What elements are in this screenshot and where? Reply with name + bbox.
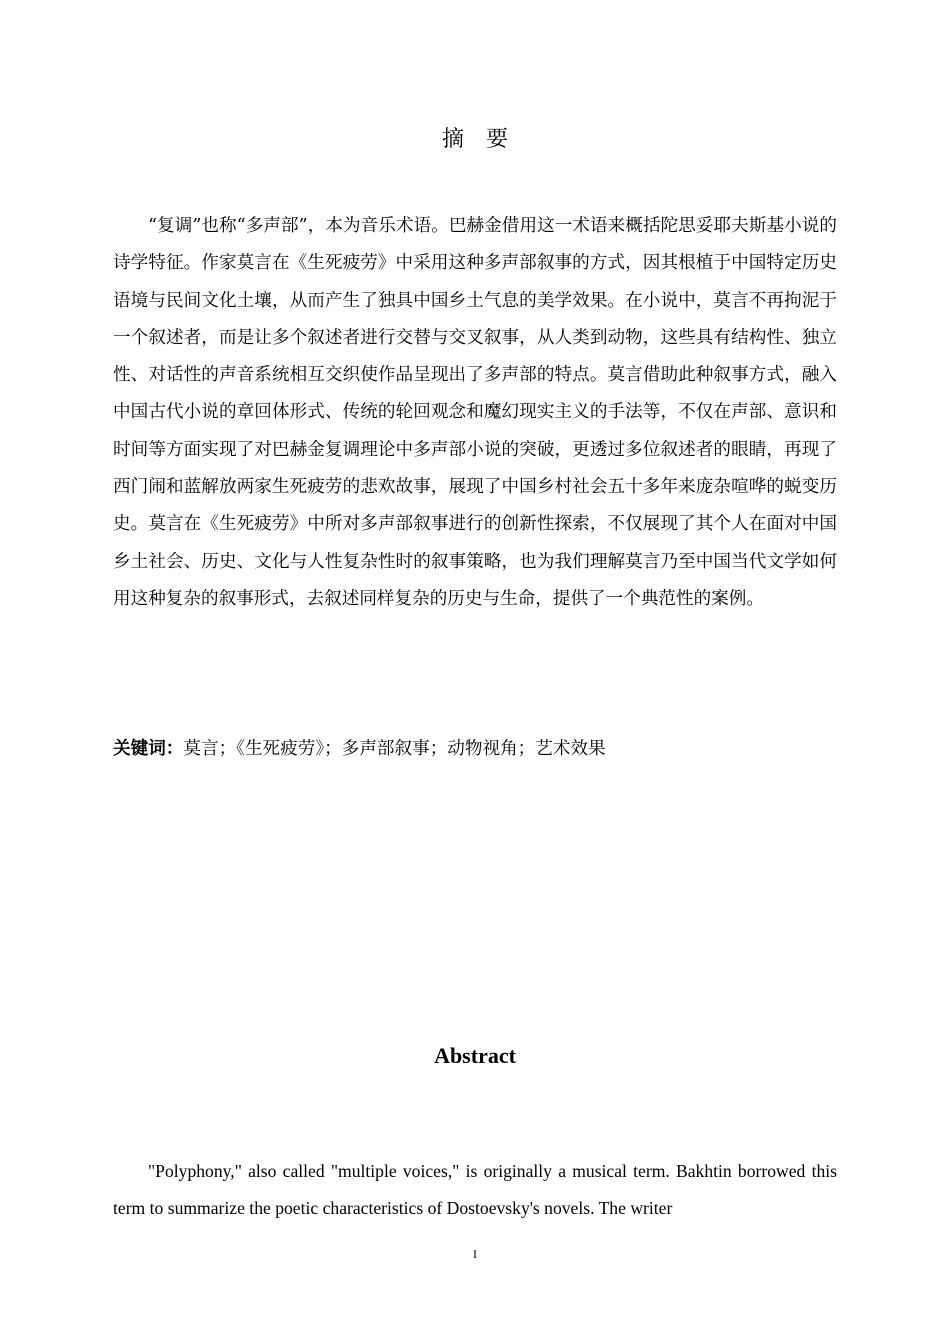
keywords-line (113, 733, 837, 765)
keywords-label: 关键词： (113, 739, 184, 759)
chinese-abstract-title: 摘要 (441, 127, 530, 152)
keywords-text: 莫言；《生死疲劳》；多声部叙事；动物视角；艺术效果 (183, 739, 606, 759)
english-abstract-body: "Polyphony," also called "multiple voices," is originally a musical term. Bakhtin borrowed this term to summarize the poetic characteristics of Dostoevsky's novels. The writer (113, 1161, 837, 1219)
english-abstract-title: Abstract (434, 1043, 516, 1068)
chinese-abstract-body: “复调”也称“多声部”，本为音乐术语。巴赫金借用这一术语来概括陀思妥耶夫斯基小说的诗学特征。作家莫言在《生死疲劳》中采用这种多声部叙事的方式，因其根植于中国特定历史语境与民间文化土壤，从而产生了独具中国乡土气息的美学效果。在小说中，莫言不再拘泥于一个叙述者，而是让多个叙述者进行交替与交叉叙事，从人类到动物，这些具有结构性、独立性、对话性的声音系统相互交织使作品呈现出了多声部的特点。莫言借助此种叙事方式，融入中国古代小说的章回体形式、传统的轮回观念和魔幻现实主义的手法等，不仅在声部、意识和时间等方面实现了对巴赫金复调理论中多声部小说的突破，更透过多位叙述者的眼睛，再现了西门闹和蓝解放两家生死疲劳的悲欢故事，展现了中国乡村社会五十多年来庞杂喧哗的蜕变历史。莫言在《生死疲劳》中所对多声部叙事进行的创新性探索，不仅展现了其个人在面对中国乡土社会、历史、文化与人性复杂性时的叙事策略，也为我们理解莫言乃至中国当代文学如何用这种复杂的叙事形式，去叙述同样复杂的历史与生命，提供了一个典范性的案例。 (113, 216, 837, 609)
page-number: I (473, 1247, 477, 1261)
